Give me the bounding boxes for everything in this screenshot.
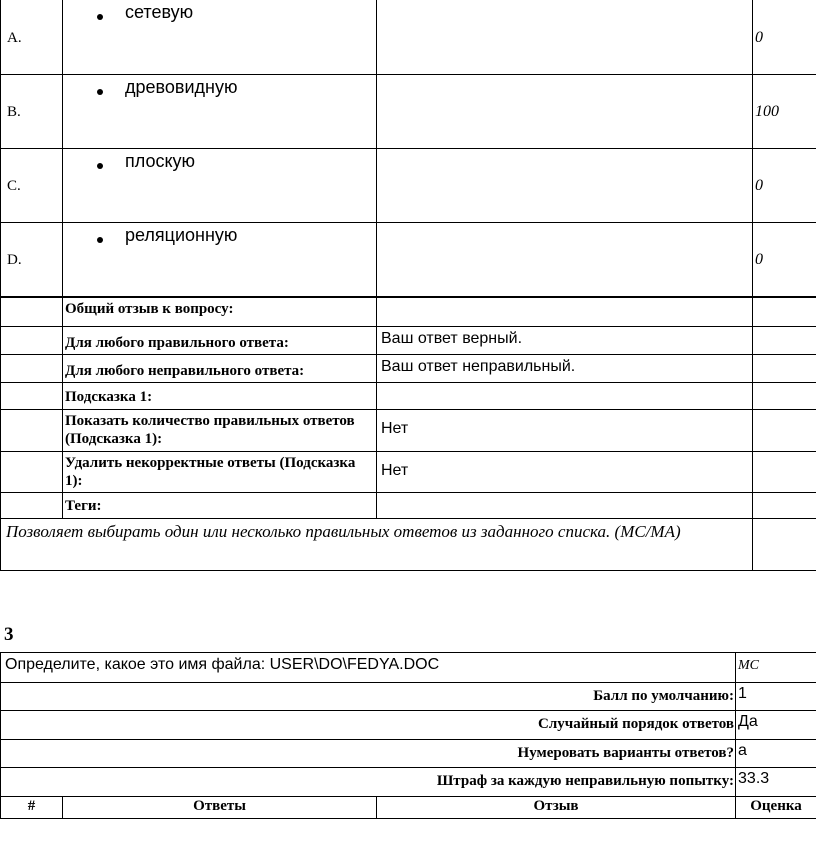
correct-feedback-value: Ваш ответ верный.	[377, 327, 753, 355]
show-count-value: Нет	[377, 410, 753, 452]
header-answers: Ответы	[63, 797, 377, 819]
remove-incorrect-label: Удалить некорректные ответы (Подсказка 1):	[63, 452, 377, 493]
answer-letter: A.	[1, 0, 63, 75]
answer-text: древовидную	[125, 77, 238, 97]
numbering-label: Нумеровать варианты ответов?	[1, 740, 736, 768]
answer-row	[1, 0, 816, 75]
answer-text: плоскую	[125, 151, 196, 171]
question-title: Определите, какое это имя файла: USER\DO\FEDYA.DOC	[1, 653, 736, 683]
header-grade: Оценка	[736, 797, 816, 819]
property-row	[1, 768, 816, 797]
feedback-row	[1, 298, 816, 327]
answer-text-cell	[63, 0, 377, 75]
answer-text: реляционную	[125, 225, 238, 245]
answer-grade: 100	[753, 75, 816, 149]
question-type-description: Позволяет выбирать один или несколько правильных ответов из заданного списка. (MC/MA)	[1, 519, 753, 571]
answer-grade: 0	[753, 223, 816, 297]
header-feedback: Отзыв	[377, 797, 736, 819]
answer-text-cell	[63, 75, 377, 149]
numbering-value: a	[736, 740, 816, 768]
feedback-table	[0, 297, 816, 571]
incorrect-feedback-value: Ваш ответ неправильный.	[377, 355, 753, 383]
answer-feedback	[377, 223, 753, 297]
answers-header-row	[1, 797, 816, 819]
answers-table	[0, 0, 816, 297]
answer-letter: B.	[1, 75, 63, 149]
feedback-row	[1, 452, 816, 493]
feedback-row	[1, 410, 816, 452]
answer-feedback	[377, 0, 753, 75]
answer-row	[1, 75, 816, 149]
answer-text-cell	[63, 223, 377, 297]
question-type: MC	[736, 653, 816, 683]
property-row	[1, 740, 816, 768]
shuffle-answers-label: Случайный порядок ответов	[1, 711, 736, 740]
penalty-label: Штраф за каждую неправильную попытку:	[1, 768, 736, 797]
answer-feedback	[377, 75, 753, 149]
bullet-icon	[97, 163, 103, 169]
general-feedback-label: Общий отзыв к вопросу:	[63, 298, 377, 327]
bullet-icon	[97, 14, 103, 20]
question-number: 3	[4, 624, 14, 645]
header-number: #	[1, 797, 63, 819]
hint-label: Подсказка 1:	[63, 383, 377, 410]
property-row	[1, 683, 816, 711]
tags-label: Теги:	[63, 493, 377, 519]
description-row	[1, 519, 816, 571]
default-score-label: Балл по умолчанию:	[1, 683, 736, 711]
answer-grade: 0	[753, 0, 816, 75]
question-3-table	[0, 652, 816, 819]
property-row	[1, 711, 816, 740]
remove-incorrect-value: Нет	[377, 452, 753, 493]
feedback-row	[1, 355, 816, 383]
feedback-row	[1, 327, 816, 355]
bullet-icon	[97, 89, 103, 95]
question-title-row	[1, 653, 816, 683]
incorrect-feedback-label: Для любого неправильного ответа:	[63, 355, 377, 383]
answer-row	[1, 223, 816, 297]
bullet-icon	[97, 237, 103, 243]
answer-row	[1, 149, 816, 223]
answer-text-cell	[63, 149, 377, 223]
answer-feedback	[377, 149, 753, 223]
penalty-value: 33.3	[736, 768, 816, 797]
shuffle-answers-value: Да	[736, 711, 816, 740]
answer-grade: 0	[753, 149, 816, 223]
answer-text: сетевую	[125, 2, 194, 22]
show-count-label: Показать количество правильных ответов (Подсказка 1):	[63, 410, 377, 452]
correct-feedback-label: Для любого правильного ответа:	[63, 327, 377, 355]
feedback-row	[1, 493, 816, 519]
feedback-row	[1, 383, 816, 410]
answer-letter: C.	[1, 149, 63, 223]
default-score-value: 1	[736, 683, 816, 711]
answer-letter: D.	[1, 223, 63, 297]
